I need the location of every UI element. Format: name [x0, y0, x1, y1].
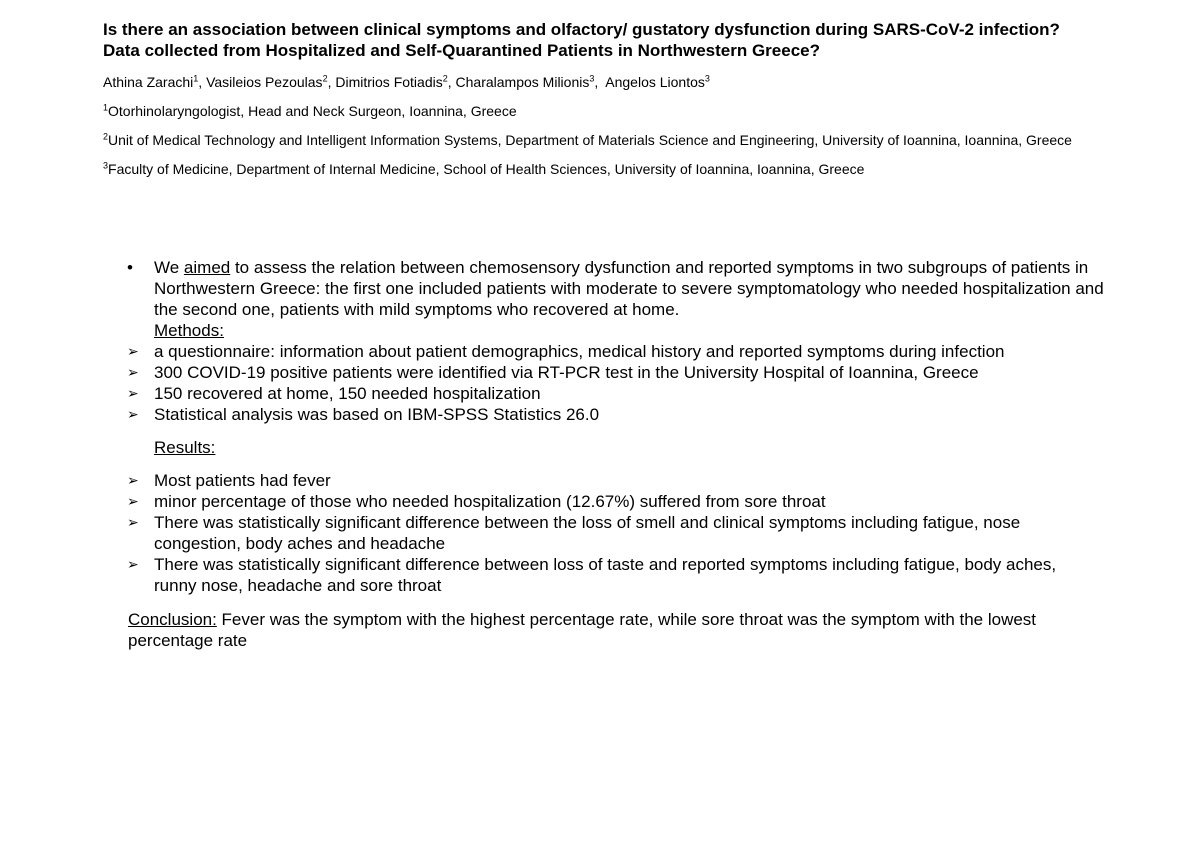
arrow-bullet-icon: ➢	[127, 493, 139, 509]
result-item-text: minor percentage of those who needed hospitalization (12.67%) suffered from sore throat	[154, 492, 826, 511]
list-item	[127, 470, 1087, 491]
list-item	[127, 341, 1087, 362]
aim-paragraph	[154, 257, 1114, 341]
affiliation-3	[103, 160, 864, 178]
list-item	[127, 404, 1087, 425]
author-affiliation-mark: 3	[589, 73, 595, 84]
methods-list	[127, 341, 1087, 425]
list-item	[127, 491, 1087, 512]
result-item-text: Most patients had fever	[154, 471, 331, 490]
author-name: Dimitrios Fotiadis	[335, 74, 443, 90]
arrow-bullet-icon: ➢	[127, 514, 139, 530]
arrow-bullet-icon: ➢	[127, 472, 139, 488]
affiliation-1	[103, 102, 517, 120]
affiliation-number: 2	[103, 131, 109, 142]
author-name: Athina Zarachi	[103, 74, 194, 90]
conclusion-text: Fever was the symptom with the highest percentage rate, while sore throat was the symptom with the lowest percentage rate	[128, 610, 1037, 650]
results-heading: Results:	[154, 438, 216, 457]
results-list	[127, 470, 1087, 596]
affiliation-text: Otorhinolaryngologist, Head and Neck Surgeon, Ioannina, Greece	[108, 103, 517, 119]
author-affiliation-mark: 1	[193, 73, 199, 84]
result-item-text: There was statistically significant difference between the loss of smell and clinical symptoms including fatigue, nose congestion, body aches and headache	[154, 513, 1021, 553]
list-item	[127, 512, 1087, 554]
author-name: Angelos Liontos	[605, 74, 705, 90]
title-line-1: Is there an association between clinical symptoms and olfactory/ gustatory dysfunction during SARS-CoV-2 infection?	[103, 20, 1060, 39]
aim-bullet-icon: •	[127, 258, 133, 277]
methods-heading: Methods:	[154, 321, 224, 340]
list-item	[127, 383, 1087, 404]
author-list: Athina Zarachi$^1$, Vasileios Pezoulas$^2$, Dimitrios Fotiadis$^2$, Charalampos Milionis$^3$, Angelos Liontos$^3$	[103, 73, 710, 90]
arrow-bullet-icon: ➢	[127, 385, 139, 401]
affiliation-2	[103, 131, 1072, 149]
list-item	[127, 362, 1087, 383]
title-line-2: Data collected from Hospitalized and Self-Quarantined Patients in Northwestern Greece?	[103, 41, 820, 60]
paper-title	[103, 19, 1183, 61]
aim-text: to assess the relation between chemosensory dysfunction and reported symptoms in two subgroups of patients in Northwestern Greece: the first one included patients with moderate to severe symptomatology who needed hospitalization and the second one, patients with mild symptoms who recovered at home.	[154, 258, 1104, 319]
author-affiliation-mark: 2	[442, 73, 448, 84]
author-name: Vasileios Pezoulas	[206, 74, 323, 90]
method-item-text: Statistical analysis was based on IBM-SPSS Statistics 26.0	[154, 405, 600, 424]
method-item-text: 150 recovered at home, 150 needed hospitalization	[154, 384, 541, 403]
arrow-bullet-icon: ➢	[127, 406, 139, 422]
arrow-bullet-icon: ➢	[127, 343, 139, 359]
list-item	[127, 554, 1087, 596]
result-item-text: There was statistically significant difference between loss of taste and reported symptoms including fatigue, body aches, runny nose, headache and sore throat	[154, 555, 1057, 595]
affiliation-text: Faculty of Medicine, Department of Internal Medicine, School of Health Sciences, University of Ioannina, Ioannina, Greece	[108, 161, 865, 177]
affiliation-text: Unit of Medical Technology and Intelligent Information Systems, Department of Materials Science and Engineering, University of Ioannina, Ioannina, Greece	[108, 132, 1072, 148]
method-item-text: a questionnaire: information about patient demographics, medical history and reported symptoms during infection	[154, 342, 1005, 361]
author-affiliation-mark: 2	[322, 73, 328, 84]
conclusion-paragraph	[128, 609, 1068, 651]
aim-keyword: aimed	[183, 258, 231, 277]
affiliation-number: 3	[103, 160, 109, 171]
aim-prefix: We	[154, 258, 184, 277]
arrow-bullet-icon: ➢	[127, 556, 139, 572]
author-affiliation-mark: 3	[704, 73, 710, 84]
conclusion-label: Conclusion:	[128, 610, 217, 629]
method-item-text: 300 COVID-19 positive patients were identified via RT-PCR test in the University Hospital of Ioannina, Greece	[154, 363, 979, 382]
affiliation-number: 1	[103, 102, 109, 113]
author-name: Charalampos Milionis	[455, 74, 590, 90]
arrow-bullet-icon: ➢	[127, 364, 139, 380]
